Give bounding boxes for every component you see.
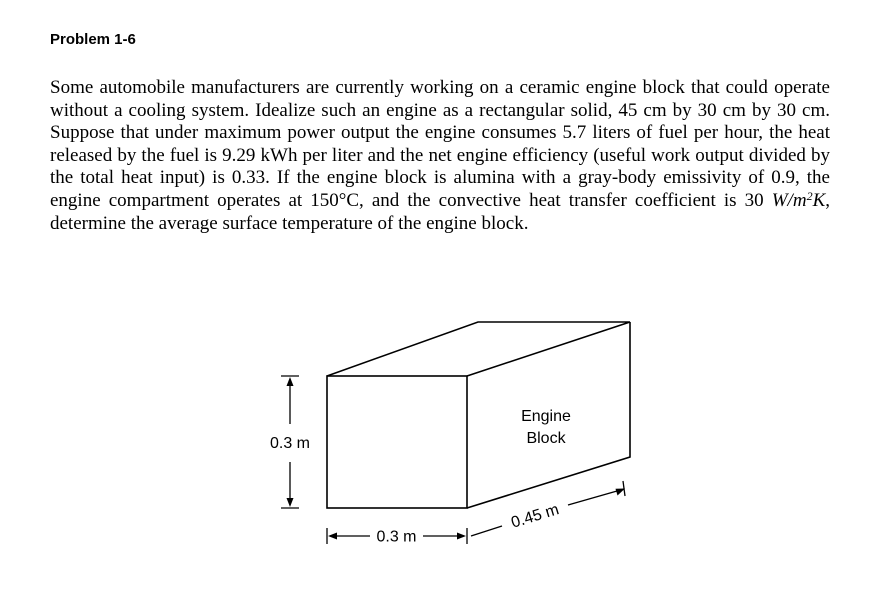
h-unit-base: W/m [771, 189, 807, 211]
problem-title: Problem 1-6 [50, 31, 136, 48]
statement-text-part2: , determine the average surface temperature of the engine block. [50, 189, 830, 234]
depth-label: 0.45 m [509, 501, 562, 532]
h-unit-tail: K [812, 189, 826, 211]
block-label-line2: Block [526, 430, 566, 447]
height-label: 0.3 m [269, 435, 311, 452]
block-top-face [327, 322, 630, 376]
h-unit-exponent: 2 [806, 188, 813, 203]
width-label: 0.3 m [376, 528, 417, 546]
block-label-line1: Engine [521, 408, 571, 425]
block-front-face [327, 376, 467, 508]
statement-text-part1: Some automobile manufacturers are currently working on a ceramic engine block that could operate without a cooling system. Idealize such an engine as a rectangular solid, 45 cm by 30 cm by 30 cm. Suppose that under maximum power output the engine consumes 5.7 liters of fuel per hour, the heat released by the fuel is 9.29 kWh per liter and the net engine efficiency (useful work output divided by the total heat input) is 0.33. If the engine block is alumina with a gray-body emissivity of 0.9, the engine compartment operates at 150°C, and the convective heat transfer coefficient is 30 [50, 77, 830, 211]
